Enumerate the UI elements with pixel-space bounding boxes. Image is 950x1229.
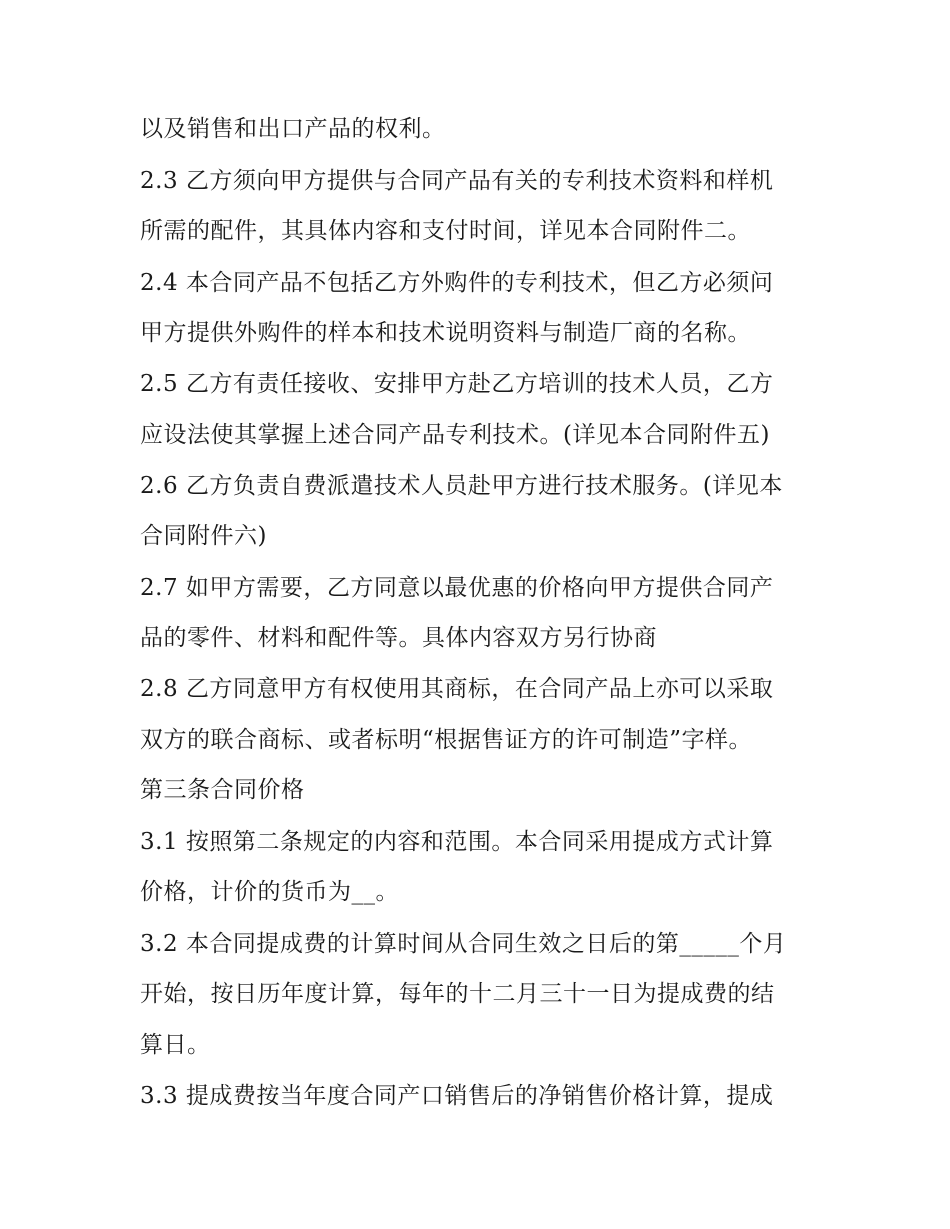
text-line: 2.3 乙方须向甲方提供与合同产品有关的专利技术资料和样机: [140, 168, 774, 194]
text-line: 双方的联合商标、或者标明“根据售证方的许可制造”字样。: [140, 727, 753, 753]
text-line: 2.6 乙方负责自费派遣技术人员赴甲方进行技术服务。(详见本: [140, 473, 783, 499]
text-line: 2.7 如甲方需要，乙方同意以最优惠的价格向甲方提供合同产: [140, 575, 774, 601]
text-line: 品的零件、材料和配件等。具体内容双方另行协商: [140, 625, 657, 651]
section-heading: 第三条合同价格: [140, 777, 305, 803]
text-line: 价格，计价的货币为__。: [140, 879, 399, 905]
text-line: 3.2 本合同提成费的计算时间从合同生效之日后的第_____个月: [140, 931, 787, 957]
text-line: 2.4 本合同产品不包括乙方外购件的专利技术，但乙方必须问: [140, 270, 774, 296]
text-line: 所需的配件，其具体内容和支付时间，详见本合同附件二。: [140, 218, 751, 244]
text-line: 算日。: [140, 1032, 211, 1058]
text-line: 3.3 提成费按当年度合同产口销售后的净销售价格计算，提成: [140, 1083, 774, 1109]
text-line: 2.8 乙方同意甲方有权使用其商标，在合同产品上亦可以采取: [140, 676, 774, 702]
text-line: 甲方提供外购件的样本和技术说明资料与制造厂商的名称。: [140, 320, 751, 346]
text-line: 开始，按日历年度计算，每年的十二月三十一日为提成费的结: [140, 981, 775, 1007]
text-line: 合同附件六): [140, 523, 267, 549]
text-line: 以及销售和出口产品的权利。: [140, 116, 446, 142]
text-line: 应设法使其掌握上述合同产品专利技术。(详见本合同附件五): [140, 422, 770, 448]
text-line: 3.1 按照第二条规定的内容和范围。本合同采用提成方式计算: [140, 829, 774, 855]
text-line: 2.5 乙方有责任接收、安排甲方赴乙方培训的技术人员，乙方: [140, 371, 774, 397]
